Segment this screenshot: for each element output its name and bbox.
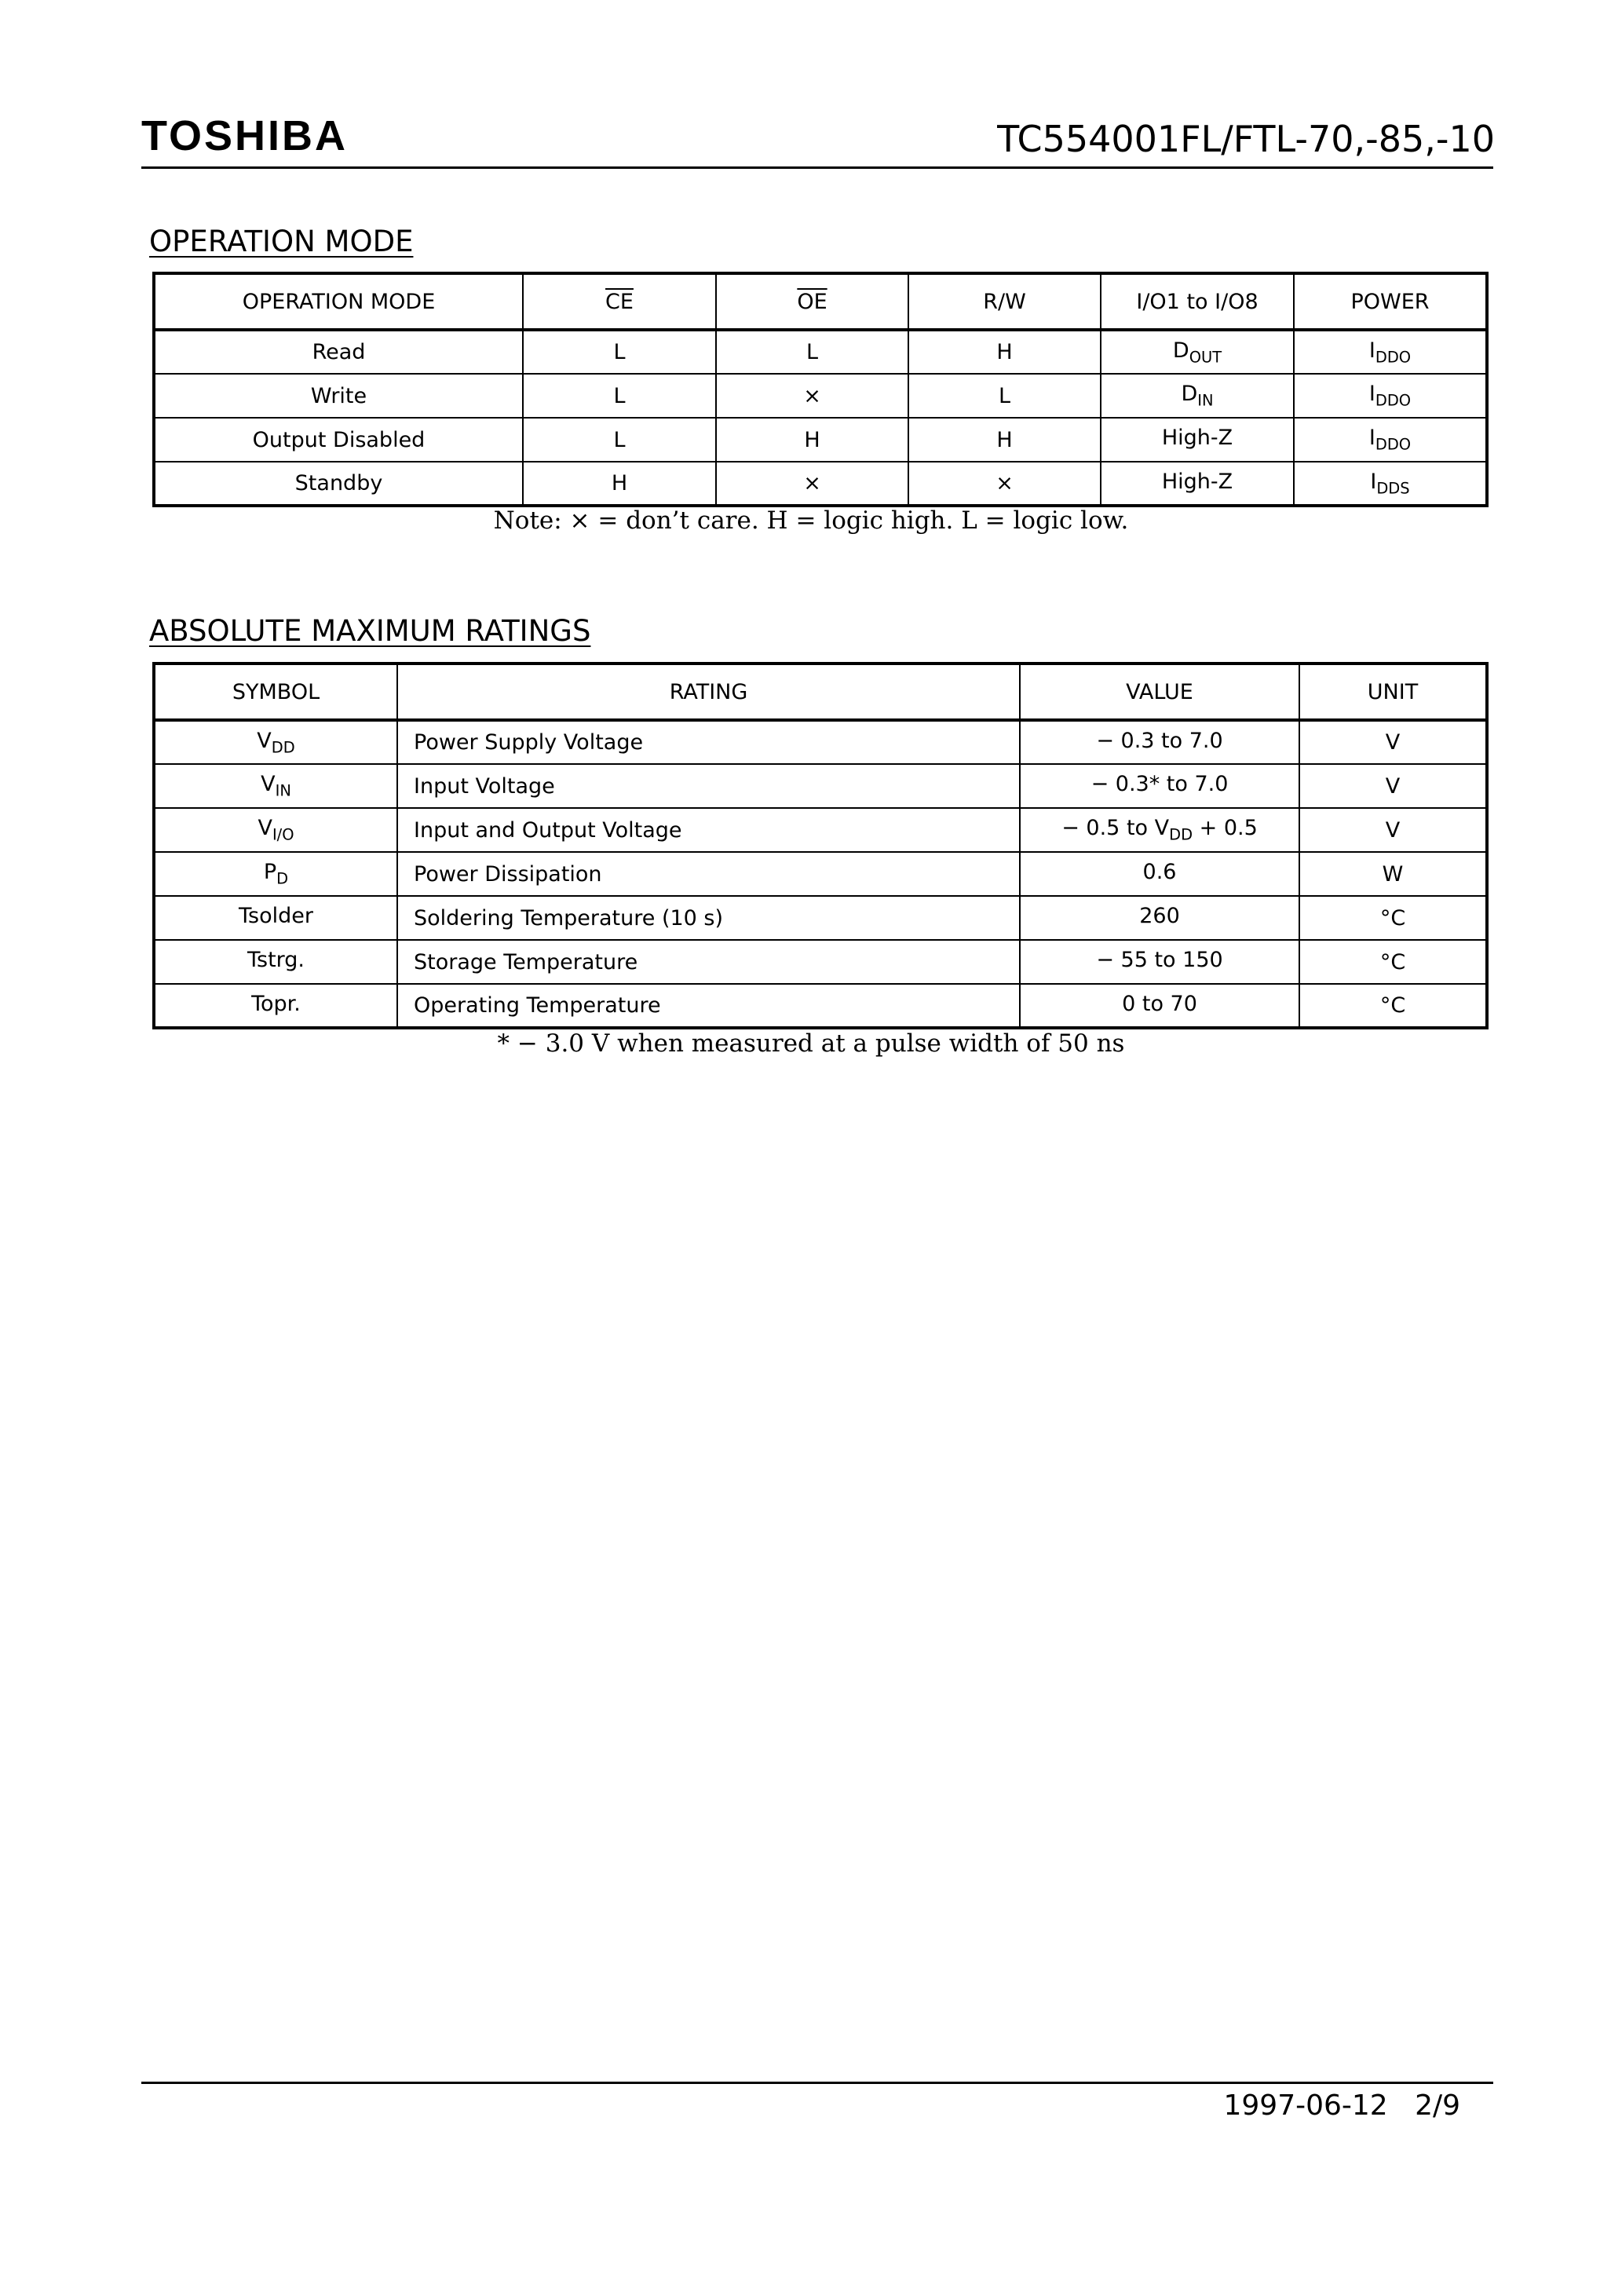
table-row [154, 330, 1487, 374]
footer-rule [141, 2082, 1493, 2084]
table-row [154, 984, 1487, 1028]
io-cell: High-Z [1101, 462, 1294, 506]
table-row [154, 764, 1487, 808]
footer-page: 2/9 [1415, 2089, 1460, 2122]
symbol-cell: $V_{I/O}$ [154, 808, 397, 852]
value-cell: − 0.5 to $V_{DD} + 0.5$ [1020, 808, 1299, 852]
table-row [154, 852, 1487, 896]
unit-cell: °C [1299, 940, 1487, 984]
col-rw: R/W [908, 273, 1101, 330]
col-io: I/O1 to I/O8 [1101, 273, 1294, 330]
oe-cell: L [716, 330, 908, 374]
table-row [154, 896, 1487, 940]
power-cell: $I_{DDO}$ [1294, 418, 1487, 462]
unit-cell: W [1299, 852, 1487, 896]
rating-cell: Power Dissipation [397, 852, 1020, 896]
rw-cell: H [908, 418, 1101, 462]
col-oe [716, 273, 908, 330]
rating-cell: Soldering Temperature (10 s) [397, 896, 1020, 940]
symbol-cell: Topr. [154, 984, 397, 1028]
header-rule [141, 166, 1493, 169]
footer-date-page [1223, 2089, 1461, 2122]
symbol-cell: $V_{IN}$ [154, 764, 397, 808]
unit-cell: °C [1299, 984, 1487, 1028]
rating-cell: Input and Output Voltage [397, 808, 1020, 852]
symbol-cell: Tstrg. [154, 940, 397, 984]
table-row [154, 462, 1487, 506]
col-symbol: SYMBOL [154, 664, 397, 720]
rating-cell: Input Voltage [397, 764, 1020, 808]
toshiba-logo: TOSHIBA [141, 112, 349, 159]
value-cell: 0 to 70 [1020, 984, 1299, 1028]
operation-mode-table [152, 272, 1489, 507]
oe-cell: × [716, 462, 908, 506]
oe-cell: H [716, 418, 908, 462]
power-cell: $I_{DDO}$ [1294, 330, 1487, 374]
symbol-cell: $V_{DD}$ [154, 720, 397, 764]
mode-cell: Output Disabled [154, 418, 523, 462]
absolute-maximum-ratings-table [152, 662, 1489, 1029]
mode-cell: Read [154, 330, 523, 374]
io-cell: High-Z [1101, 418, 1294, 462]
io-cell: $D_{IN}$ [1101, 374, 1294, 418]
mode-cell: Write [154, 374, 523, 418]
col-power: POWER [1294, 273, 1487, 330]
unit-cell: V [1299, 808, 1487, 852]
absolute-maximum-ratings-title: ABSOLUTE MAXIMUM RATINGS [149, 614, 591, 648]
value-cell: − 55 to 150 [1020, 940, 1299, 984]
rating-cell: Operating Temperature [397, 984, 1020, 1028]
table-row [154, 940, 1487, 984]
value-cell: − 0.3* to 7.0 [1020, 764, 1299, 808]
col-ce [523, 273, 716, 330]
power-cell: $I_{DDS}$ [1294, 462, 1487, 506]
rw-cell: H [908, 330, 1101, 374]
symbol-cell: Tsolder [154, 896, 397, 940]
ratings-footnote: * − 3.0 V when measured at a pulse width of 50 ns [497, 1029, 1125, 1058]
mode-cell: Standby [154, 462, 523, 506]
rating-cell: Storage Temperature [397, 940, 1020, 984]
io-cell: $D_{OUT}$ [1101, 330, 1294, 374]
ce-cell: L [523, 374, 716, 418]
col-value: VALUE [1020, 664, 1299, 720]
rw-cell: × [908, 462, 1101, 506]
unit-cell: V [1299, 720, 1487, 764]
col-unit: UNIT [1299, 664, 1487, 720]
unit-cell: °C [1299, 896, 1487, 940]
rw-cell: L [908, 374, 1101, 418]
rating-cell: Power Supply Voltage [397, 720, 1020, 764]
value-cell: 260 [1020, 896, 1299, 940]
table-row [154, 418, 1487, 462]
table-row [154, 720, 1487, 764]
unit-cell: V [1299, 764, 1487, 808]
oe-label: $\overline{OE}$ [797, 289, 827, 314]
power-cell: $I_{DDO}$ [1294, 374, 1487, 418]
operation-mode-note: Note: × = don’t care. H = logic high. L = logic low. [493, 506, 1129, 535]
table-row [154, 808, 1487, 852]
part-number: TC554001FL/FTL-70,-85,-10 [997, 118, 1495, 160]
col-rating: RATING [397, 664, 1020, 720]
col-operation-mode: OPERATION MODE [154, 273, 523, 330]
ce-label: $\overline{CE}$ [605, 289, 634, 314]
value-cell: 0.6 [1020, 852, 1299, 896]
symbol-cell: $P_D$ [154, 852, 397, 896]
value-cell: − 0.3 to 7.0 [1020, 720, 1299, 764]
footer-date: 1997-06-12 [1223, 2089, 1388, 2122]
oe-cell: × [716, 374, 908, 418]
ce-cell: L [523, 418, 716, 462]
ce-cell: L [523, 330, 716, 374]
table-row [154, 374, 1487, 418]
ce-cell: H [523, 462, 716, 506]
operation-mode-title: OPERATION MODE [149, 225, 414, 258]
